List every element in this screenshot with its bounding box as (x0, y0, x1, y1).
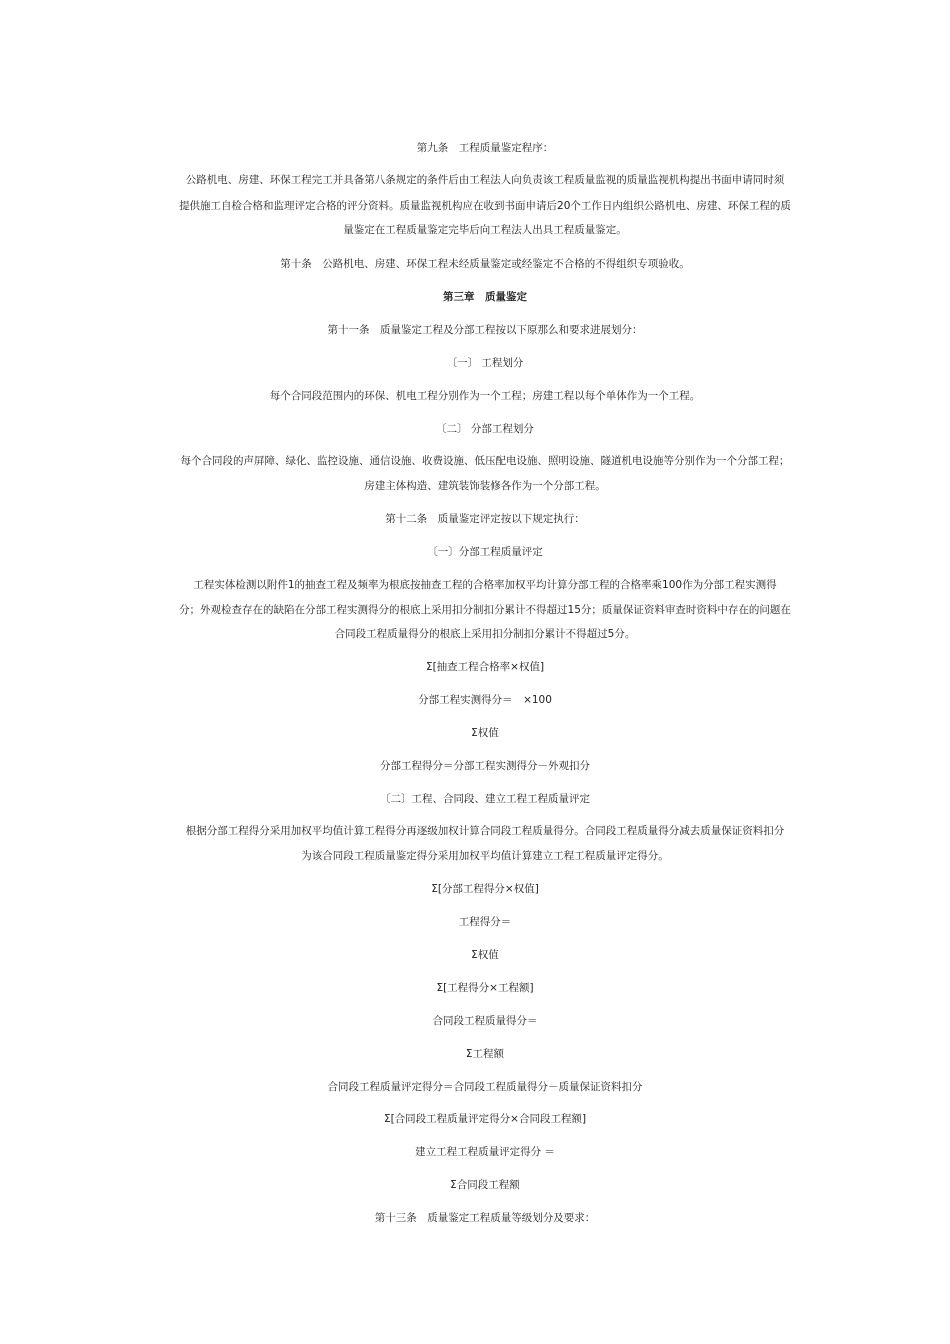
article-13-heading: 第十三条 质量鉴定工程质量等级划分及要求： (374, 1211, 596, 1224)
formula-line: 分部工程实测得分＝ ×100 (418, 693, 552, 706)
formula-denominator: Σ合同段工程额 (450, 1178, 520, 1191)
formula-denominator: Σ权值 (471, 948, 499, 961)
formula-numerator: Σ[抽查工程合格率×权值] (425, 660, 545, 673)
formula-numerator: Σ[工程得分×工程额] (436, 981, 534, 994)
formula-line: 建立工程工程质量评定得分 ＝ (415, 1145, 555, 1158)
sub-heading: 〔一〕分部工程质量评定 (427, 545, 543, 558)
paragraph-line: 为该合同段工程质量鉴定得分采用加权平均值计算建立工程工程质量评定得分。 (301, 849, 669, 862)
formula-line: 合同段工程质量得分＝ (432, 1014, 538, 1027)
paragraph-line: 工程实体检测以附件1的抽查工程及频率为根底按抽查工程的合格率加权平均计算分部工程的合格率乘100作为分部工程实测得 (193, 578, 777, 591)
formula-numerator: Σ[合同段工程质量评定得分×合同段工程额] (383, 1112, 587, 1125)
sub-heading: 〔一〕 工程划分 (446, 356, 524, 369)
article-9-heading: 第九条 工程质量鉴定程序： (416, 141, 554, 154)
formula-denominator: Σ工程额 (465, 1047, 505, 1060)
chapter-3-heading: 第三章 质量鉴定 (443, 290, 527, 303)
paragraph-line: 房建主体构造、建筑装饰装修各作为一个分部工程。 (364, 479, 606, 492)
article-11-heading: 第十一条 质量鉴定工程及分部工程按以下原那么和要求进展划分： (327, 323, 643, 336)
formula-line: 工程得分＝ (458, 915, 512, 928)
article-10-text: 第十条 公路机电、房建、环保工程未经质量鉴定或经鉴定不合格的不得组织专项验收。 (280, 257, 690, 270)
formula-numerator: Σ[分部工程得分×权值] (431, 882, 539, 895)
paragraph-line: 每个合同段范围内的环保、机电工程分别作为一个工程；房建工程以每个单体作为一个工程。 (269, 389, 701, 402)
formula-line: 合同段工程质量评定得分＝合同段工程质量得分－质量保证资料扣分 (327, 1080, 643, 1093)
paragraph-line: 量鉴定在工程质量鉴定完毕后向工程法人出具工程质量鉴定。 (343, 223, 627, 236)
formula-line: 分部工程得分＝分部工程实测得分－外观扣分 (380, 759, 590, 772)
article-12-heading: 第十二条 质量鉴定评定按以下规定执行： (385, 512, 585, 525)
paragraph-line: 公路机电、房建、环保工程完工并具备第八条规定的条件后由工程法人向负责该工程质量监视的质量监视机构提出书面申请同时须 (185, 173, 785, 186)
paragraph-line: 分；外观检查存在的缺陷在分部工程实测得分的根底上采用扣分制扣分累计不得超过15分；质量保证资料审查时资料中存在的问题在 (179, 603, 791, 616)
paragraph-line: 根据分部工程得分采用加权平均值计算工程得分再逐级加权计算合同段工程质量得分。合同段工程质量得分减去质量保证资料扣分 (185, 824, 785, 837)
sub-heading: 〔二〕工程、合同段、建立工程工程质量评定 (380, 792, 590, 805)
paragraph-line: 每个合同段的声屏障、绿化、监控设施、通信设施、收费设施、低压配电设施、照明设施、隧道机电设施等分别作为一个分部工程； (180, 454, 790, 467)
paragraph-line: 合同段工程质量得分的根底上采用扣分制扣分累计不得超过5分。 (334, 627, 636, 640)
paragraph-line: 提供施工自检合格和监理评定合格的评分资料。质量监视机构应在收到书面申请后20个工作日内组织公路机电、房建、环保工程的质 (179, 199, 791, 212)
formula-denominator: Σ权值 (471, 726, 499, 739)
sub-heading: 〔二〕 分部工程划分 (436, 422, 534, 435)
